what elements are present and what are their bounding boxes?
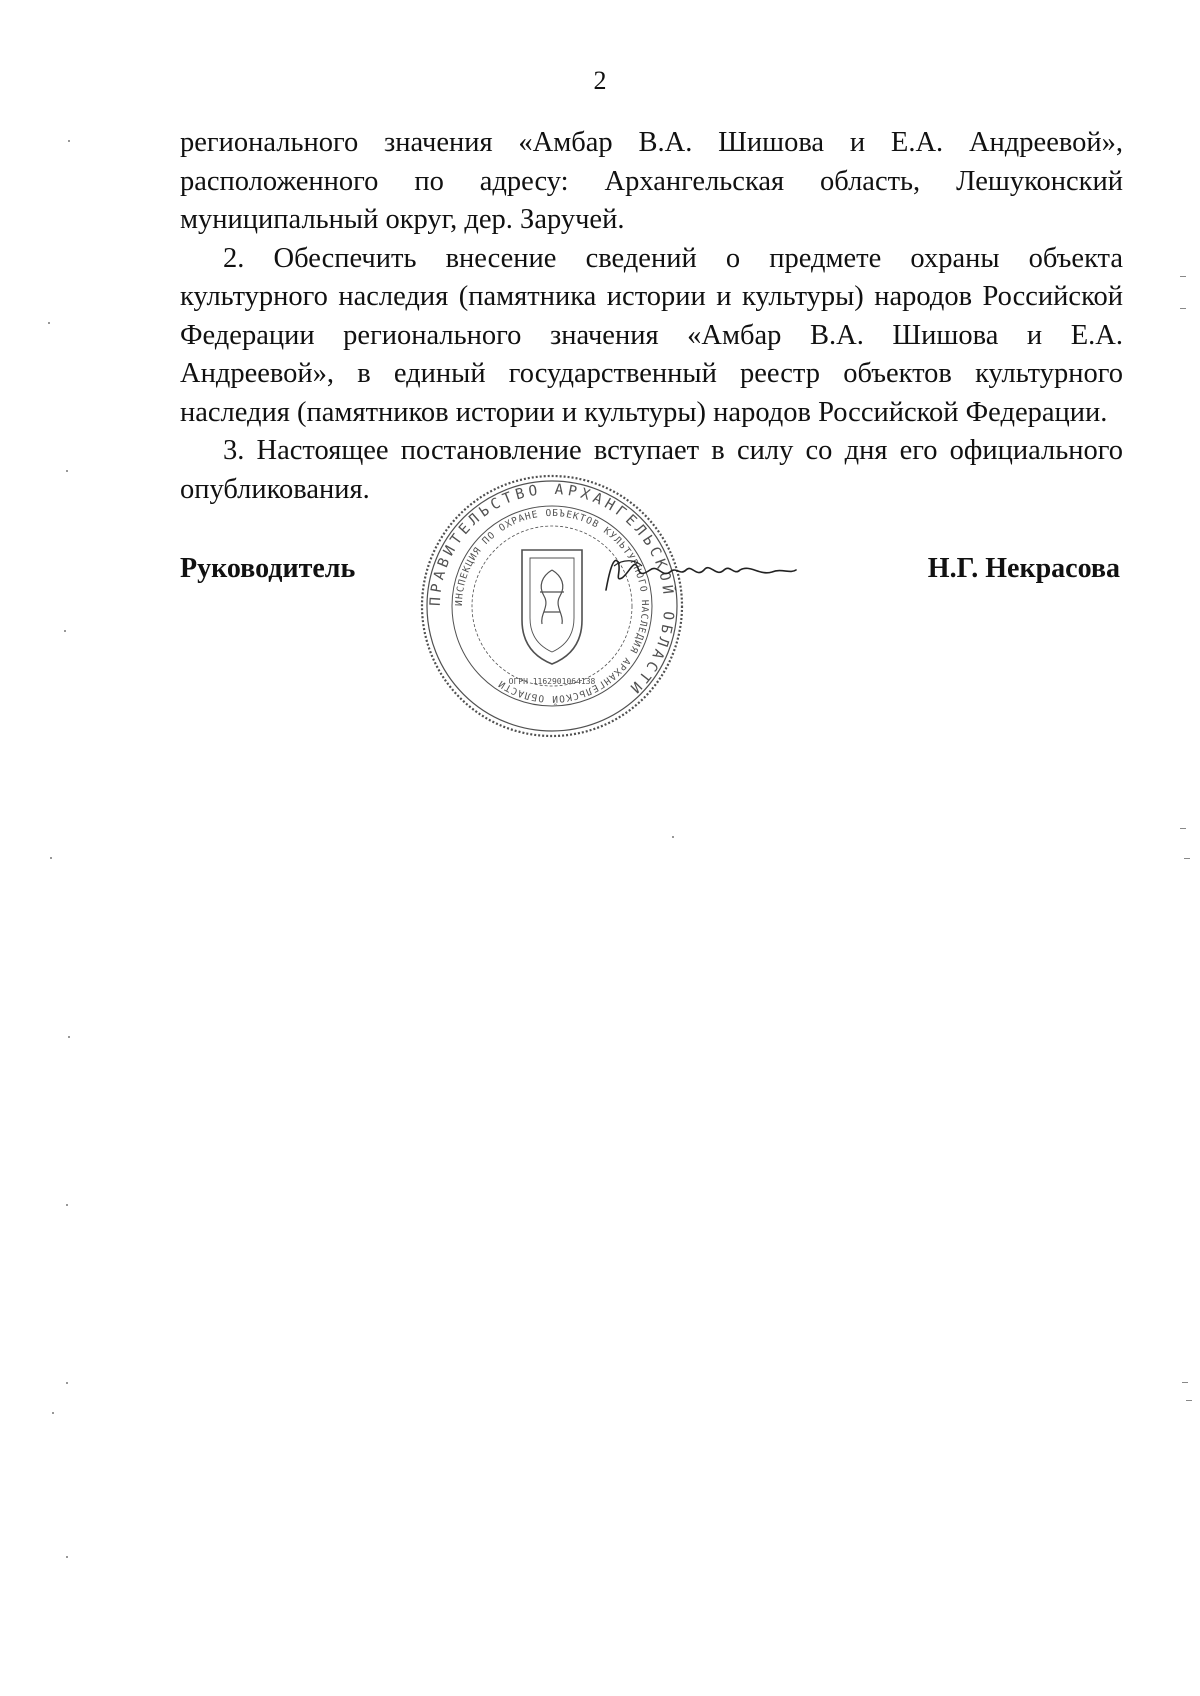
scan-tick (1180, 828, 1186, 829)
signatory-title: Руководитель (180, 553, 356, 584)
scan-dot (66, 1556, 68, 1558)
official-seal (418, 472, 686, 740)
scan-dot (64, 630, 66, 632)
scan-dot (66, 1204, 68, 1206)
scan-dot (66, 470, 68, 472)
seal-center-text: ОГРН 1162901064138 (508, 677, 596, 686)
scan-dot (68, 140, 70, 142)
scan-dot (48, 322, 50, 324)
paragraph-continuation: регионального значения «Амбар В.А. Шишова и Е.А. Андреевой», расположенного по адресу: Архангельская область, Лешуконский муниципальный округ, дер. Заручей. (180, 127, 1123, 235)
signature-block (0, 0, 1200, 760)
paragraph-item-3: 3. Настоящее постановление вступает в силу со дня его официального опубликования. (180, 435, 1123, 505)
svg-text:ИНСПЕКЦИЯ ПО ОХРАНЕ ОБЪЕКТОВ К (454, 508, 650, 705)
page-number: 2 (593, 66, 607, 95)
scan-tick (1186, 1400, 1192, 1401)
scan-tick (1182, 1382, 1188, 1383)
scan-dot (672, 836, 674, 838)
scan-tick (1184, 858, 1190, 859)
scan-dot (52, 1412, 54, 1414)
scan-dot (50, 857, 52, 859)
signatory-name: Н.Г. Некрасова (927, 553, 1120, 584)
scan-tick (1180, 276, 1186, 277)
scan-dot (66, 1382, 68, 1384)
paragraph-item-2: 2. Обеспечить внесение сведений о предмете охраны объекта культурного наследия (памятника истории и культуры) народов Российской Федерации регионального значения «Амбар В.А. Шишова и Е.А. Андреевой», в единый государственный реестр объектов культурного наследия (памятников истории и культуры) народов Российской Федерации. (180, 242, 1123, 428)
seal-outer-text: ПРАВИТЕЛЬСТВО АРХАНГЕЛЬСКОЙ ОБЛАСТИ (427, 481, 677, 699)
handwritten-signature (600, 548, 800, 598)
seal-inner-text: ИНСПЕКЦИЯ ПО ОХРАНЕ ОБЪЕКТОВ КУЛЬТУРНОГО НАСЛЕДИЯ АРХАНГЕЛЬСКОЙ ОБЛАСТИ (453, 507, 651, 705)
scan-tick (1180, 308, 1186, 309)
scan-dot (68, 1036, 70, 1038)
